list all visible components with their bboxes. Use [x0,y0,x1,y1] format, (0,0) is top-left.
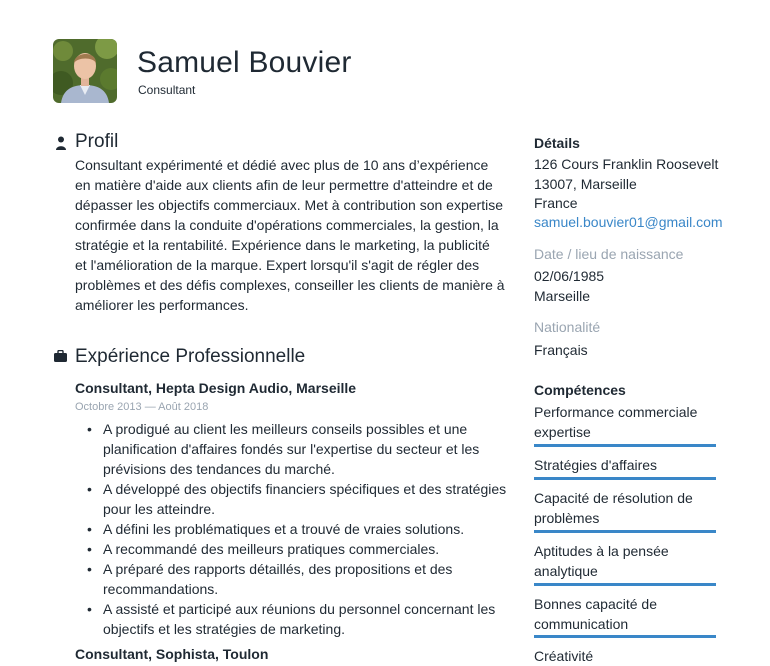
birth-place: Marseille [534,288,591,304]
address-country: France [534,195,578,211]
person-icon [55,136,67,150]
nationality-value: Français [534,342,588,358]
candidate-title: Consultant [138,83,196,97]
candidate-name: Samuel Bouvier [137,46,352,79]
skill-item: Bonnes capacité de communication [534,596,657,632]
job-title: Consultant, Sophista, Toulon [75,646,269,662]
list-item: • A développé des objectifs financiers spécifiques et des stratégies pour les atteindre. [87,481,507,517]
list-item: • A défini les problématiques et a trouvé de vraies solutions. [87,521,465,537]
address-city: 13007, Marseille [534,176,637,192]
birth-date: 02/06/1985 [534,268,605,284]
list-item: • A assisté et participé aux réunions du personnel concernant les objectifs et les stratégies de marketing. [87,601,496,637]
skill-item: Stratégies d'affaires [534,457,658,473]
skills-heading: Compétences [534,382,626,398]
skill-level-bar [534,530,716,533]
skill-item: Capacité de résolution de problèmes [534,490,693,526]
list-item: • A recommandé des meilleurs pratiques commerciales. [87,541,440,557]
job-title: Consultant, Hepta Design Audio, Marseille [75,380,357,396]
skill-item: Créativité [534,648,594,664]
profile-heading: Profil [75,131,119,152]
details-heading: Détails [534,135,580,151]
job-dates: Octobre 2013 — Août 2018 [75,401,209,413]
profile-photo [53,39,117,103]
skill-level-bar [534,583,716,586]
nationality-label: Nationalité [534,319,601,335]
profile-text: Consultant expérimenté et dédié avec plus de 10 ans d’expérience en matière d'aide aux clients afin de leur permettre d'atteindre et de dépasser les objectifs commerciaux. Met à contribution son expertise confirmée dans la conduite d'opérations commerciales, la gestion, la stratégie et la rentabilité. Expérience dans le marketing, la publicité et l'amélioration de la marque. Expert lorsqu'il s'agit de régler des problèmes et des défis complexes, conseiller les clients de manière à améliorer les performances. [75,157,505,313]
experience-heading: Expérience Professionnelle [75,346,306,367]
email-link[interactable]: samuel.bouvier01@gmail.com [534,214,723,230]
list-item: • A prodigué au client les meilleurs conseils possibles et une planification d'affaires fondés sur l'expertise du secteur et les prévisions des tendances du marché. [87,421,480,477]
skill-item: Performance commerciale expertise [534,404,698,440]
skill-item: Aptitudes à la pensée analytique [534,543,669,579]
skill-level-bar [534,444,716,447]
birth-label: Date / lieu de naissance [534,246,684,262]
job-bullet-list [75,419,515,639]
briefcase-icon [54,350,67,362]
list-item: • A préparé des rapports détaillés, des propositions et des recommandations. [87,561,453,597]
address-line: 126 Cours Franklin Roosevelt [534,156,719,172]
skill-level-bar [534,635,716,638]
skill-level-bar [534,477,716,480]
